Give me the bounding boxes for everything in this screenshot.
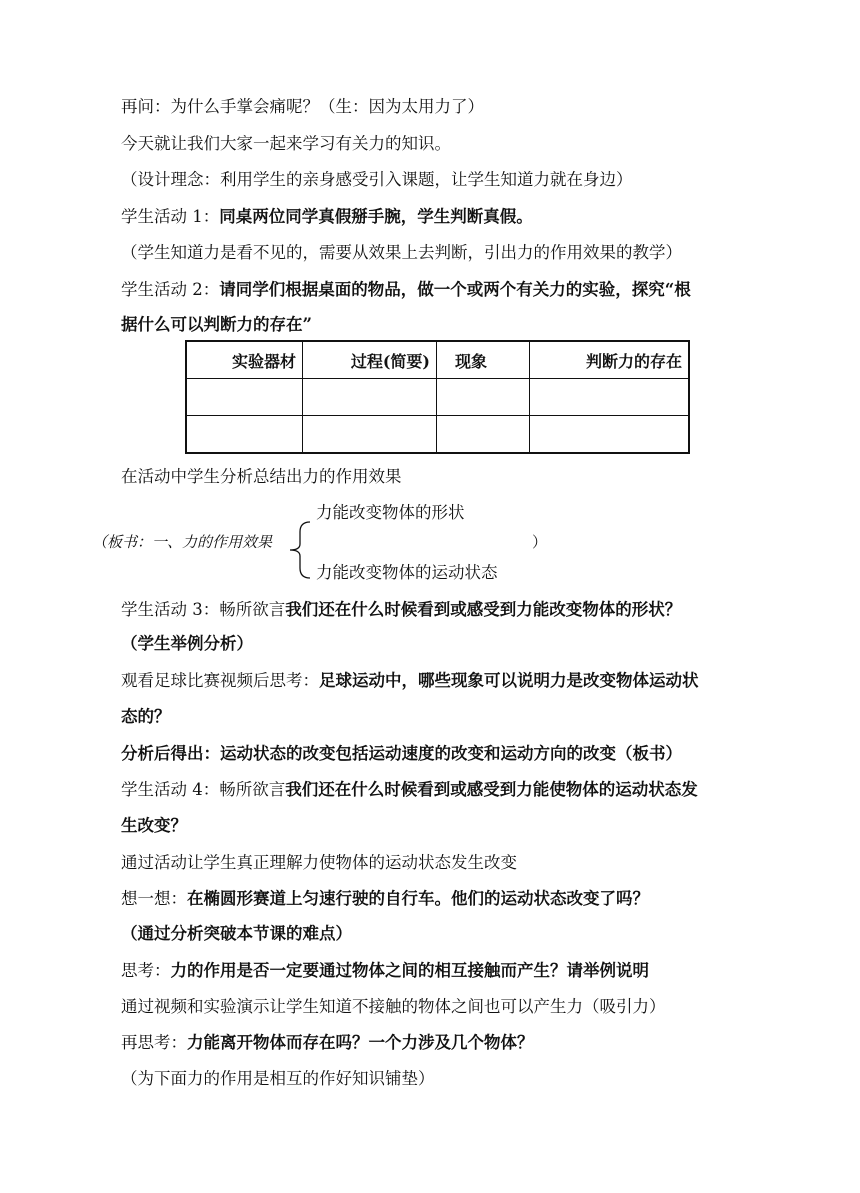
think-1-label: 想一想： xyxy=(121,889,187,908)
think-2-text: 力的作用是否一定要通过物体之间的相互接触而产生？请举例说明 xyxy=(170,961,649,980)
table-header-row xyxy=(186,341,689,379)
football-text: 足球运动中，哪些现象可以说明力是改变物体运动状 xyxy=(319,671,699,690)
header-process: 过程(简要) xyxy=(303,341,437,379)
activity-4-text-cont: 生改变？ xyxy=(121,816,187,835)
activity-1-label: 学生活动 1： xyxy=(121,207,220,226)
football-label: 观看足球比赛视频后思考： xyxy=(121,671,319,690)
teaching-note: （学生知道力是看不见的，需要从效果上去判断，引出力的作用效果的教学） xyxy=(121,243,682,262)
think-question-3 xyxy=(121,1032,534,1054)
table-cell xyxy=(303,379,437,416)
activity-4-text: 我们还在什么时候看到或感受到力能使物体的运动状态发 xyxy=(285,780,698,799)
activity-2-label: 学生活动 2： xyxy=(121,280,220,299)
table-cell xyxy=(186,416,303,454)
table-row xyxy=(186,379,689,416)
header-judgement: 判断力的存在 xyxy=(530,341,690,379)
header-materials: 实验器材 xyxy=(186,341,303,379)
board-prefix: （板书：一、力的作用效果 xyxy=(92,533,273,551)
think-1-text: 在椭圆形赛道上匀速行驶的自行车。他们的运动状态改变了吗？ xyxy=(187,889,649,908)
table-cell xyxy=(530,379,690,416)
understand-note: 通过活动让学生真正理解力使物体的运动状态发生改变 xyxy=(121,853,517,872)
difficulty-note: （通过分析突破本节课的难点） xyxy=(121,924,352,943)
video-note: 通过视频和实验演示让学生知道不接触的物体之间也可以产生力（吸引力） xyxy=(121,997,666,1016)
table-cell xyxy=(186,379,303,416)
pave-note: （为下面力的作用是相互的作好知识铺垫） xyxy=(121,1069,435,1088)
board-item-motion: 力能改变物体的运动状态 xyxy=(316,563,498,582)
example-note: （学生举例分析） xyxy=(121,634,253,653)
table-cell xyxy=(530,416,690,454)
activity-2 xyxy=(121,279,691,301)
board-item-shape: 力能改变物体的形状 xyxy=(316,503,465,522)
think-question-1 xyxy=(121,888,649,910)
table-cell xyxy=(437,379,530,416)
activity-1-text: 同桌两位同学真假掰手腕，学生判断真假。 xyxy=(219,207,533,226)
table-cell xyxy=(437,416,530,454)
text-line-1: 再问：为什么手掌会痛呢？（生：因为太用力了） xyxy=(121,97,484,116)
football-text-cont: 态的？ xyxy=(121,707,171,726)
header-phenomenon: 现象 xyxy=(437,341,530,379)
activity-4 xyxy=(121,779,698,801)
activity-3 xyxy=(121,599,681,621)
think-2-label: 思考： xyxy=(121,961,171,980)
think-3-text: 力能离开物体而存在吗？一个力涉及几个物体？ xyxy=(187,1033,534,1052)
table-row xyxy=(186,416,689,454)
football-question xyxy=(121,670,699,692)
activity-4-label: 学生活动 4：畅所欲言 xyxy=(121,780,286,799)
experiment-table xyxy=(185,340,690,454)
brace-icon xyxy=(288,520,312,580)
text-line-2: 今天就让我们大家一起来学习有关力的知识。 xyxy=(121,134,451,153)
table-cell xyxy=(303,416,437,454)
analysis-result: 分析后得出：运动状态的改变包括运动速度的改变和运动方向的改变（板书） xyxy=(121,744,682,763)
design-note: （设计理念：利用学生的亲身感受引入课题，让学生知道力就在身边） xyxy=(121,170,633,189)
activity-3-text: 我们还在什么时候看到或感受到力能改变物体的形状？ xyxy=(285,600,682,619)
activity-3-label: 学生活动 3：畅所欲言 xyxy=(121,600,286,619)
board-suffix: ） xyxy=(532,533,548,551)
activity-1 xyxy=(121,206,533,228)
after-table-text: 在活动中学生分析总结出力的作用效果 xyxy=(121,467,402,486)
activity-2-text-cont: 据什么可以判断力的存在” xyxy=(121,315,312,334)
think-question-2 xyxy=(121,960,649,982)
activity-2-text: 请同学们根据桌面的物品，做一个或两个有关力的实验，探究“根 xyxy=(219,280,691,299)
think-3-label: 再思考： xyxy=(121,1033,187,1052)
